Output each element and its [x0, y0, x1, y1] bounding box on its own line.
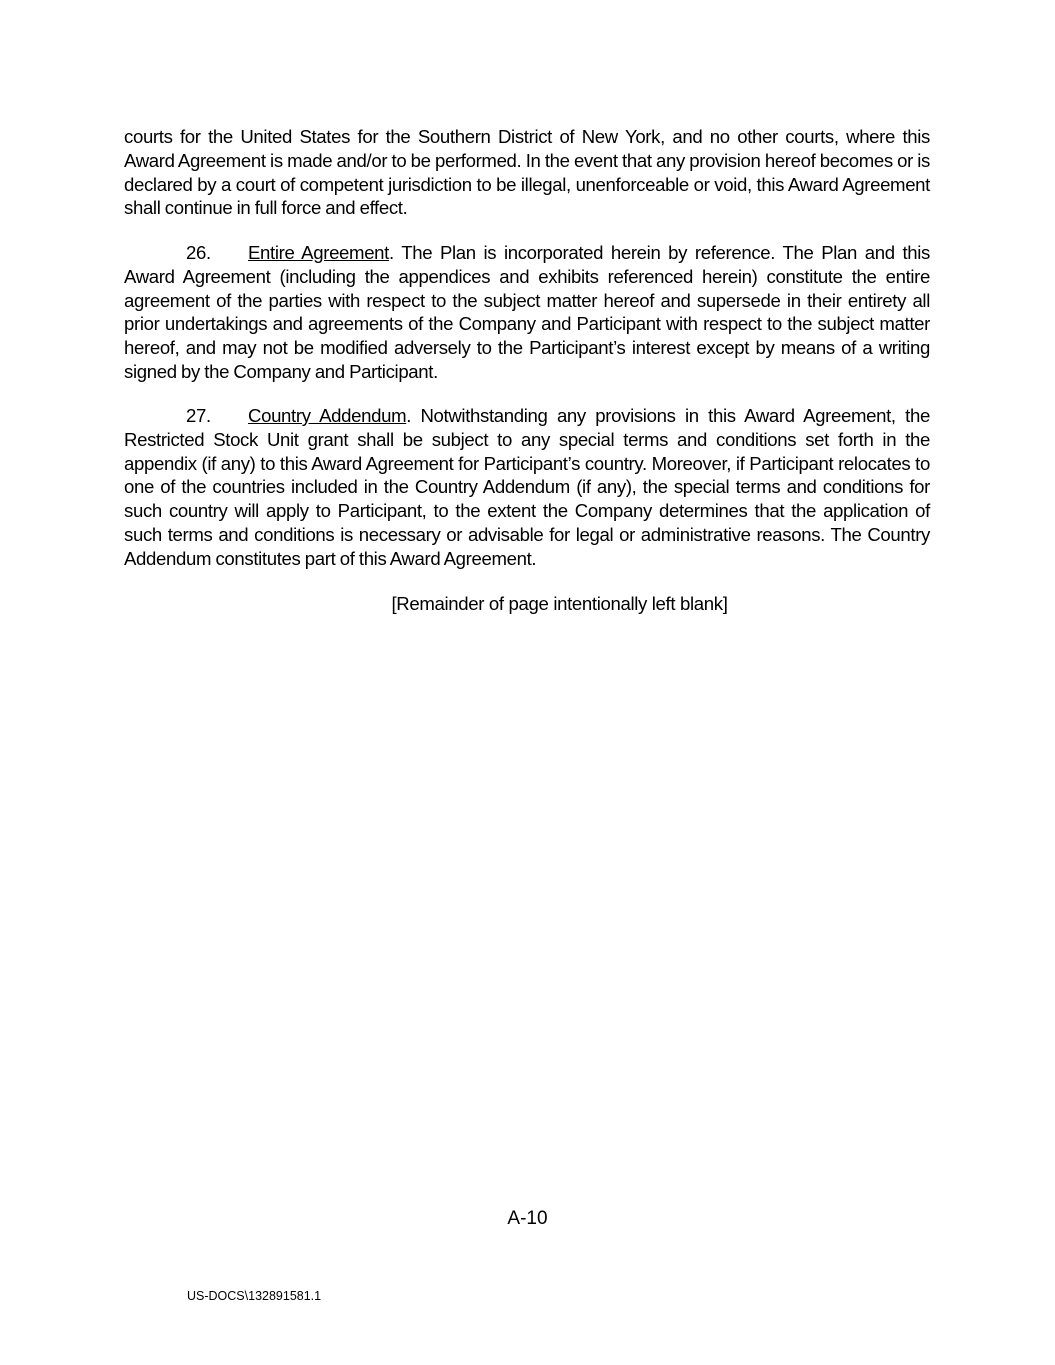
section-26-heading: Entire Agreement: [248, 242, 389, 263]
section-27-text: . Notwithstanding any provisions in this Award Agreement, the Restricted Stock Unit grant shall be subject to any special terms and conditions set forth in the appendix (if any) to this Award Agreement for Participant’s country. Moreover, if Participant relocates to one of the countries included in the Country Addendum (if any), the special terms and conditions for such country will apply to Participant, to the extent the Company determines that the application of such terms and conditions is necessary or advisable for legal or administrative reasons. The Country Addendum constitutes part of this Award Agreement.: [124, 405, 930, 569]
section-26-text: . The Plan is incorporated herein by reference. The Plan and this Award Agreement (including the appendices and exhibits referenced herein) constitute the entire agreement of the parties with respect to the subject matter hereof and supersede in their entirety all prior undertakings and agreements of the Company and Participant with respect to the subject matter hereof, and may not be modified adversely to the Participant’s interest except by means of a writing signed by the Company and Participant.: [124, 242, 930, 382]
section-26-number: 26.: [186, 242, 211, 263]
section-27-country-addendum: [124, 404, 930, 571]
document-id: US-DOCS\132891581.1: [187, 1289, 322, 1303]
paragraph-continued: [124, 125, 930, 220]
section-27-number: 27.: [186, 405, 211, 426]
paragraph-continued-text: courts for the United States for the Southern District of New York, and no other courts, where this Award Agreement is made and/or to be performed. In the event that any provision hereof becomes or is declared by a court of competent jurisdiction to be illegal, unenforceable or void, this Award Agreement shall continue in full force and effect.: [124, 126, 930, 219]
section-27-heading: Country Addendum: [248, 405, 407, 426]
section-26-entire-agreement: [124, 241, 930, 384]
remainder-blank-note: [Remainder of page intentionally left blank]: [391, 593, 728, 614]
page-number: A-10: [507, 1208, 548, 1229]
